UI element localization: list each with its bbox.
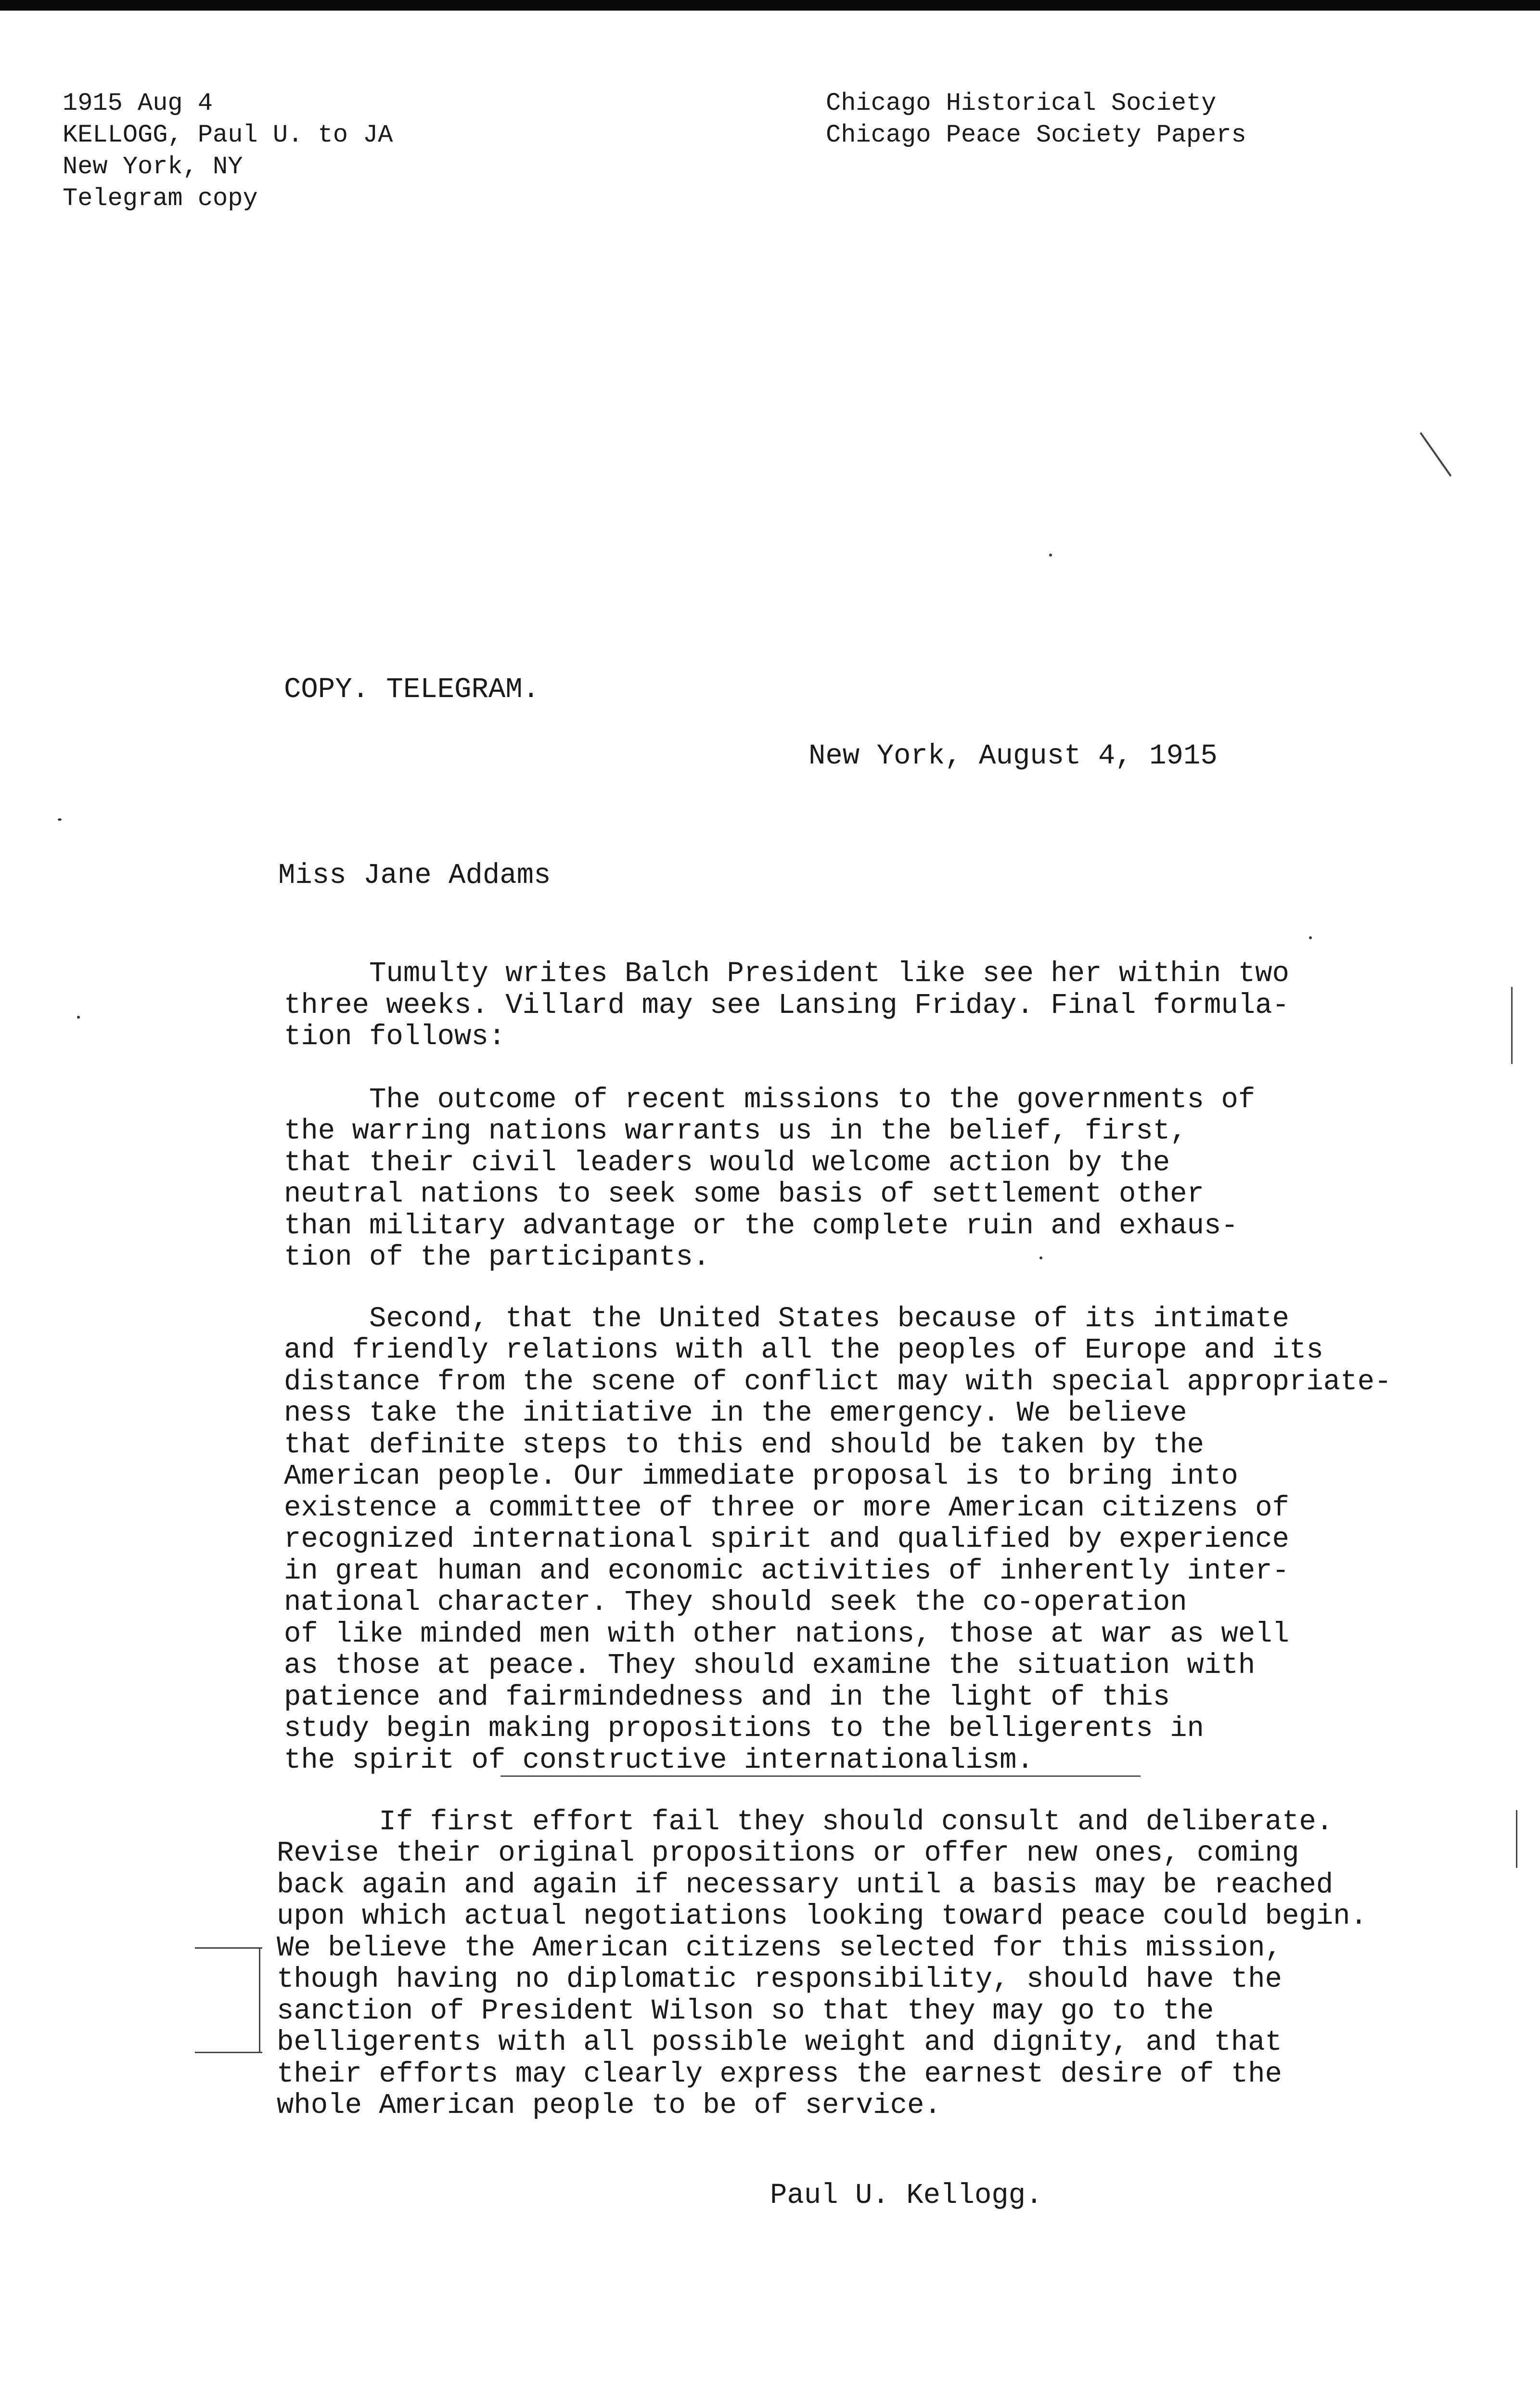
edge-shadow-mark [1516, 1810, 1517, 1868]
salutation: Miss Jane Addams [278, 859, 551, 892]
text-line: recognized international spirit and qualified by experience [284, 1523, 1289, 1555]
scan-stroke-mark [1420, 432, 1451, 477]
scan-speck [77, 1016, 80, 1019]
text-line: patience and fairmindedness and in the light of this [284, 1681, 1170, 1713]
margin-bracket-bottom [195, 2052, 262, 2053]
text-line: that their civil leaders would welcome action by the [284, 1147, 1170, 1179]
margin-bracket-side [259, 1947, 260, 2053]
text-line: If first effort fail they should consult and deliberate. [277, 1806, 1334, 1838]
scan-speck [58, 818, 62, 821]
text-line: that definite steps to this end should be taken by the [284, 1429, 1204, 1461]
text-line: as those at peace. They should examine the situation with [284, 1649, 1256, 1682]
header-correspondents: KELLOGG, Paul U. to JA [63, 121, 393, 149]
header-date: 1915 Aug 4 [63, 89, 213, 117]
scan-speck [1049, 554, 1052, 556]
scan-speck [1040, 1256, 1042, 1259]
text-line: belligerents with all possible weight and dignity, and that [277, 2026, 1282, 2058]
text-line: We believe the American citizens selected for this mission, [277, 1932, 1282, 1964]
header-repository: Chicago Historical Society [826, 89, 1217, 117]
text-line: national character. They should seek the co-operation [284, 1586, 1187, 1618]
text-line: neutral nations to seek some basis of settlement other [284, 1178, 1204, 1210]
text-line: back again and again if necessary until a basis may be reached [277, 1869, 1334, 1901]
header-place: New York, NY [63, 153, 243, 181]
text-line: than military advantage or the complete ruin and exhaus- [284, 1210, 1238, 1242]
text-line: their efforts may clearly express the earnest desire of the [277, 2058, 1282, 2090]
text-line: Tumulty writes Balch President like see her within two [284, 958, 1289, 990]
text-line: sanction of President Wilson so that they may go to the [277, 1995, 1214, 2027]
text-line: study begin making propositions to the belligerents in [284, 1712, 1204, 1745]
text-line: Revise their original propositions or offer new ones, coming [277, 1837, 1299, 1869]
signature: Paul U. Kellogg. [770, 2179, 1043, 2212]
margin-bracket-top [195, 1947, 262, 1949]
text-line: upon which actual negotiations looking toward peace could begin. [277, 1900, 1367, 1932]
text-line: though having no diplomatic responsibility, should have the [277, 1963, 1282, 1995]
telegram-place-date: New York, August 4, 1915 [808, 740, 1218, 772]
text-line: ness take the initiative in the emergency. We believe [284, 1397, 1187, 1429]
text-line: The outcome of recent missions to the governments of [284, 1084, 1256, 1116]
text-line: existence a committee of three or more American citizens of [284, 1492, 1289, 1524]
scan-top-edge [0, 0, 1540, 11]
text-line: tion follows: [284, 1021, 506, 1053]
header-collection: Chicago Peace Society Papers [826, 121, 1246, 149]
text-line: distance from the scene of conflict may with special appropriate- [284, 1366, 1392, 1398]
telegram-label: COPY. TELEGRAM. [284, 673, 540, 706]
text-line: American people. Our immediate proposal is to bring into [284, 1460, 1238, 1492]
text-line: whole American people to be of service. [277, 2089, 941, 2122]
text-line: tion of the participants. [284, 1241, 710, 1273]
scan-speck [1309, 936, 1312, 939]
text-line: the warring nations warrants us in the belief, first, [284, 1115, 1187, 1147]
text-line: the spirit of constructive internationalism. [284, 1744, 1034, 1776]
text-line: and friendly relations with all the peoples of Europe and its [284, 1334, 1323, 1366]
header-doc-type: Telegram copy [63, 184, 258, 213]
text-line: three weeks. Villard may see Lansing Friday. Final formula- [284, 989, 1289, 1022]
text-line: Second, that the United States because of its intimate [284, 1303, 1289, 1335]
edge-shadow-mark [1511, 987, 1513, 1064]
text-line: in great human and economic activities of inherently inter- [284, 1555, 1289, 1587]
text-line: of like minded men with other nations, those at war as well [284, 1618, 1289, 1650]
pencil-underline [500, 1775, 1141, 1777]
